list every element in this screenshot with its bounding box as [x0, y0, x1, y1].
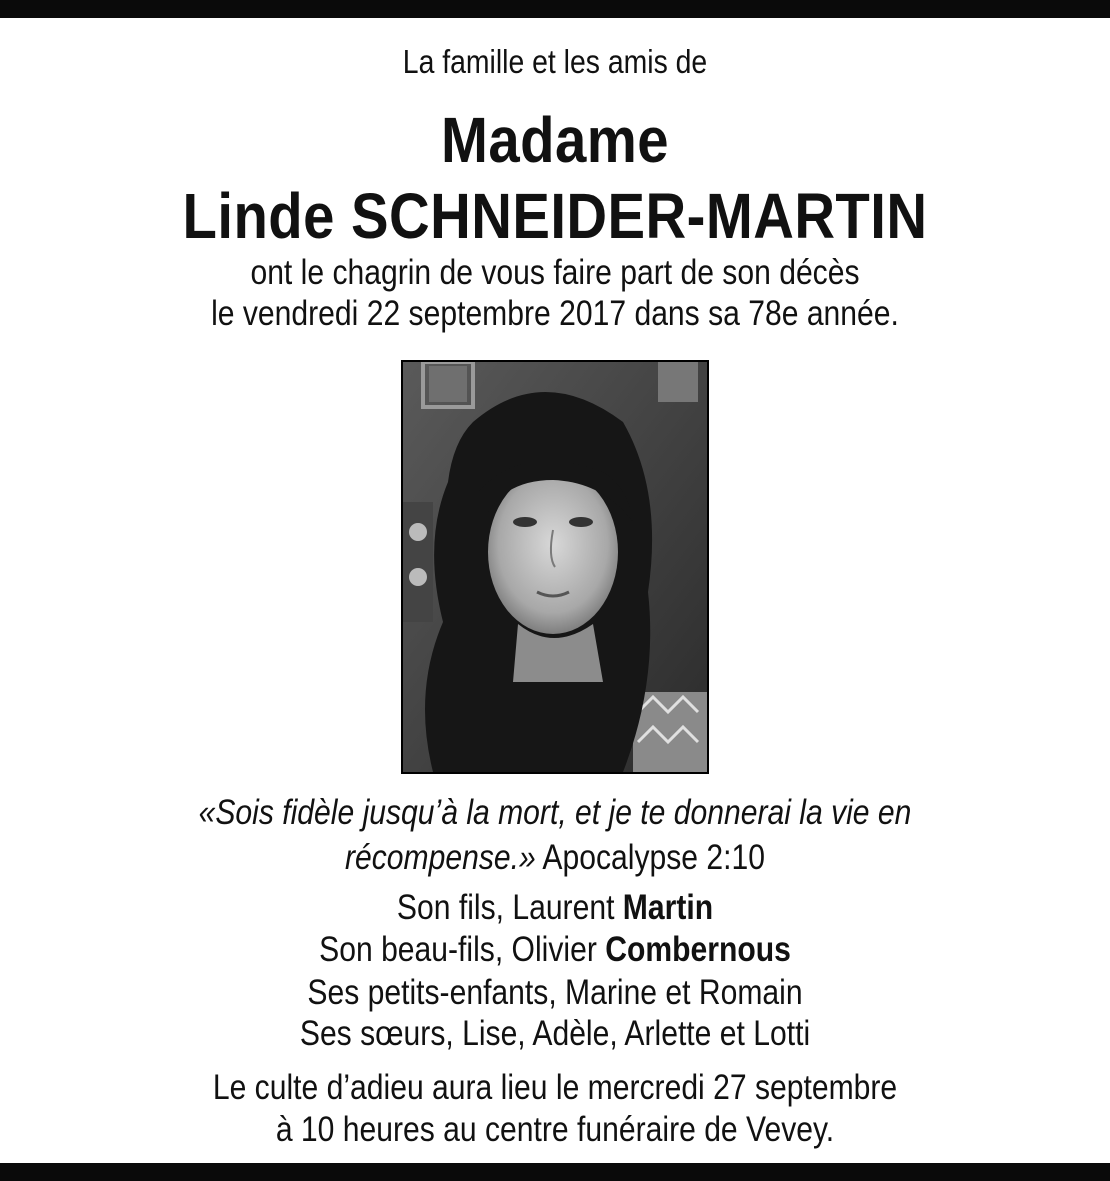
quote-line-2-italic: récompense.» [344, 838, 536, 877]
title-honorific: Madame [440, 104, 670, 176]
quote-line-2 [78, 838, 1033, 878]
family-line-surname: Martin [622, 888, 714, 927]
intro-text: La famille et les amis de [402, 43, 708, 80]
family-line-surname: Combernous [605, 930, 791, 969]
portrait-photo [401, 360, 709, 774]
family-line-text: Son fils, Laurent [396, 888, 623, 927]
ceremony-line-1: Le culte d’adieu aura lieu le mercredi 27 septembre [212, 1068, 898, 1107]
announcement-line-2: le vendredi 22 septembre 2017 dans sa 78e année. [211, 294, 899, 333]
family-line [78, 930, 1033, 970]
top-rule [0, 0, 1110, 18]
bottom-rule [0, 1163, 1110, 1181]
quote-line-1: «Sois fidèle jusqu’à la mort, et je te donnerai la vie en [198, 793, 912, 832]
family-line-text: Son beau-fils, Olivier [319, 930, 606, 969]
family-line [78, 888, 1033, 928]
announcement-line-1: ont le chagrin de vous faire part de son décès [250, 253, 860, 292]
deceased-name: Linde SCHNEIDER-MARTIN [182, 180, 928, 252]
family-line [78, 973, 1033, 1013]
portrait-image [403, 362, 707, 772]
ceremony-line-2: à 10 heures au centre funéraire de Vevey. [275, 1110, 835, 1149]
family-line-text: Ses sœurs, Lise, Adèle, Arlette et Lotti [299, 1014, 811, 1053]
family-line-text: Ses petits-enfants, Marine et Romain [307, 973, 803, 1012]
family-line [78, 1014, 1033, 1054]
quote-reference: Apocalypse 2:10 [535, 838, 766, 877]
